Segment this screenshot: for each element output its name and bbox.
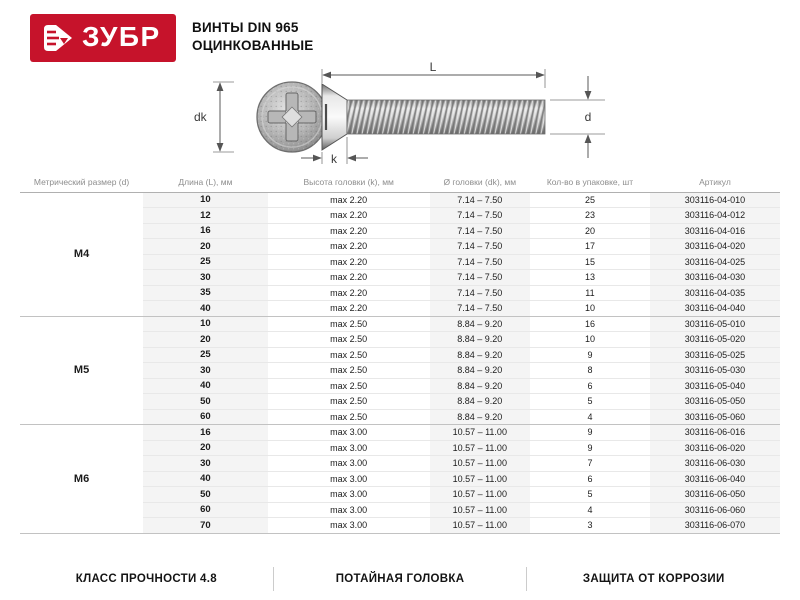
qty-cell: 16 — [530, 316, 650, 332]
head-height-cell: max 2.20 — [268, 301, 430, 317]
head-height-cell: max 2.20 — [268, 239, 430, 255]
dk-label: dk — [194, 110, 207, 124]
k-label: k — [331, 152, 337, 166]
head-diameter-cell: 8.84 – 9.20 — [430, 347, 530, 363]
length-cell: 30 — [143, 270, 268, 286]
sku-cell: 303116-06-060 — [650, 502, 780, 518]
sku-cell: 303116-05-030 — [650, 363, 780, 379]
length-cell: 12 — [143, 208, 268, 224]
qty-cell: 10 — [530, 332, 650, 348]
feature-strength-class: КЛАСС ПРОЧНОСТИ 4.8 — [75, 573, 217, 585]
size-cell: M4 — [20, 192, 143, 316]
feature-corrosion: ЗАЩИТА ОТ КОРРОЗИИ — [582, 573, 725, 585]
sku-cell: 303116-05-060 — [650, 409, 780, 425]
qty-cell: 25 — [530, 192, 650, 208]
table-row — [20, 316, 780, 332]
dimension-thread-diameter — [550, 76, 605, 158]
head-diameter-cell: 7.14 – 7.50 — [430, 208, 530, 224]
qty-cell: 5 — [530, 394, 650, 410]
head-height-cell: max 2.20 — [268, 270, 430, 286]
head-height-cell: max 2.50 — [268, 378, 430, 394]
screw-side-view — [322, 84, 545, 150]
sku-cell: 303116-05-050 — [650, 394, 780, 410]
length-cell: 25 — [143, 347, 268, 363]
zubr-bison-icon — [39, 20, 75, 56]
head-diameter-cell: 7.14 – 7.50 — [430, 192, 530, 208]
head-diameter-cell: 7.14 – 7.50 — [430, 285, 530, 301]
head-height-cell: max 2.50 — [268, 394, 430, 410]
qty-cell: 4 — [530, 409, 650, 425]
head-diameter-cell: 10.57 – 11.00 — [430, 456, 530, 472]
length-cell: 20 — [143, 239, 268, 255]
size-cell: M6 — [20, 425, 143, 534]
qty-cell: 10 — [530, 301, 650, 317]
head-height-cell: max 3.00 — [268, 456, 430, 472]
qty-cell: 4 — [530, 502, 650, 518]
head-height-cell: max 2.50 — [268, 363, 430, 379]
qty-cell: 8 — [530, 363, 650, 379]
sku-cell: 303116-05-020 — [650, 332, 780, 348]
head-diameter-cell: 8.84 – 9.20 — [430, 378, 530, 394]
qty-cell: 7 — [530, 456, 650, 472]
head-diameter-cell: 7.14 – 7.50 — [430, 239, 530, 255]
length-cell: 40 — [143, 378, 268, 394]
length-cell: 60 — [143, 502, 268, 518]
head-diameter-cell: 7.14 – 7.50 — [430, 301, 530, 317]
spec-table — [20, 172, 780, 534]
head-diameter-cell: 10.57 – 11.00 — [430, 440, 530, 456]
head-height-cell: max 2.50 — [268, 332, 430, 348]
title-line2: ОЦИНКОВАННЫЕ — [192, 37, 314, 53]
length-cell: 50 — [143, 394, 268, 410]
sku-cell: 303116-06-030 — [650, 456, 780, 472]
length-cell: 50 — [143, 487, 268, 503]
head-diameter-cell: 8.84 – 9.20 — [430, 409, 530, 425]
sku-cell: 303116-04-012 — [650, 208, 780, 224]
head-diameter-cell: 10.57 – 11.00 — [430, 471, 530, 487]
head-height-cell: max 3.00 — [268, 425, 430, 441]
screw-diagram — [180, 60, 610, 170]
head-height-cell: max 2.50 — [268, 409, 430, 425]
length-cell: 25 — [143, 254, 268, 270]
sku-cell: 303116-04-035 — [650, 285, 780, 301]
head-height-cell: max 2.50 — [268, 347, 430, 363]
qty-cell: 17 — [530, 239, 650, 255]
qty-cell: 5 — [530, 487, 650, 503]
length-cell: 30 — [143, 363, 268, 379]
qty-cell: 9 — [530, 425, 650, 441]
head-height-cell: max 3.00 — [268, 487, 430, 503]
head-diameter-cell: 8.84 – 9.20 — [430, 394, 530, 410]
head-height-cell: max 3.00 — [268, 471, 430, 487]
sku-cell: 303116-04-010 — [650, 192, 780, 208]
feature-head-type: ПОТАЙНАЯ ГОЛОВКА — [335, 573, 465, 585]
length-cell: 16 — [143, 425, 268, 441]
length-cell: 70 — [143, 518, 268, 534]
screw-top-view — [257, 82, 327, 152]
feature-footer — [20, 558, 780, 600]
column-header: Кол-во в упаковке, шт — [530, 172, 650, 192]
head-diameter-cell: 10.57 – 11.00 — [430, 425, 530, 441]
sku-cell: 303116-06-070 — [650, 518, 780, 534]
length-cell: 40 — [143, 301, 268, 317]
page-title — [192, 19, 314, 54]
sku-cell: 303116-04-040 — [650, 301, 780, 317]
column-header: Высота головки (k), мм — [268, 172, 430, 192]
length-cell: 40 — [143, 471, 268, 487]
qty-cell: 20 — [530, 223, 650, 239]
sku-cell: 303116-05-040 — [650, 378, 780, 394]
length-cell: 10 — [143, 316, 268, 332]
spec-table-body — [20, 192, 780, 533]
head-height-cell: max 3.00 — [268, 440, 430, 456]
qty-cell: 9 — [530, 440, 650, 456]
head-height-cell: max 2.20 — [268, 208, 430, 224]
head-diameter-cell: 10.57 – 11.00 — [430, 518, 530, 534]
size-cell: M5 — [20, 316, 143, 425]
length-cell: 10 — [143, 192, 268, 208]
zubr-logo — [30, 14, 176, 62]
qty-cell: 23 — [530, 208, 650, 224]
sku-cell: 303116-06-040 — [650, 471, 780, 487]
qty-cell: 15 — [530, 254, 650, 270]
length-label: L — [429, 60, 437, 74]
table-row — [20, 192, 780, 208]
column-header: Метрический размер (d) — [20, 172, 143, 192]
logo-text: ЗУБР — [82, 21, 161, 52]
qty-cell: 11 — [530, 285, 650, 301]
head-diameter-cell: 7.14 – 7.50 — [430, 270, 530, 286]
qty-cell: 6 — [530, 378, 650, 394]
head-diameter-cell: 8.84 – 9.20 — [430, 332, 530, 348]
head-height-cell: max 2.20 — [268, 254, 430, 270]
head-height-cell: max 3.00 — [268, 518, 430, 534]
column-header: Длина (L), мм — [143, 172, 268, 192]
head-diameter-cell: 8.84 – 9.20 — [430, 316, 530, 332]
d-label: d — [584, 110, 592, 124]
sku-cell: 303116-05-025 — [650, 347, 780, 363]
length-cell: 35 — [143, 285, 268, 301]
length-cell: 20 — [143, 440, 268, 456]
spec-table-header-row — [20, 172, 780, 192]
sku-cell: 303116-06-050 — [650, 487, 780, 503]
table-row — [20, 425, 780, 441]
qty-cell: 3 — [530, 518, 650, 534]
head-diameter-cell: 10.57 – 11.00 — [430, 487, 530, 503]
dimension-length — [322, 60, 545, 88]
sku-cell: 303116-04-016 — [650, 223, 780, 239]
dimension-head-diameter — [194, 82, 234, 152]
sku-cell: 303116-04-030 — [650, 270, 780, 286]
sku-cell: 303116-04-025 — [650, 254, 780, 270]
column-header: Ø головки (dk), мм — [430, 172, 530, 192]
column-header: Артикул — [650, 172, 780, 192]
sku-cell: 303116-06-016 — [650, 425, 780, 441]
sku-cell: 303116-04-020 — [650, 239, 780, 255]
head-diameter-cell: 10.57 – 11.00 — [430, 502, 530, 518]
length-cell: 30 — [143, 456, 268, 472]
head-height-cell: max 2.20 — [268, 285, 430, 301]
qty-cell: 9 — [530, 347, 650, 363]
length-cell: 60 — [143, 409, 268, 425]
length-cell: 16 — [143, 223, 268, 239]
sku-cell: 303116-05-010 — [650, 316, 780, 332]
head-height-cell: max 2.20 — [268, 223, 430, 239]
qty-cell: 13 — [530, 270, 650, 286]
head-diameter-cell: 7.14 – 7.50 — [430, 254, 530, 270]
head-height-cell: max 3.00 — [268, 502, 430, 518]
head-diameter-cell: 7.14 – 7.50 — [430, 223, 530, 239]
title-line1: ВИНТЫ DIN 965 — [192, 20, 299, 35]
sku-cell: 303116-06-020 — [650, 440, 780, 456]
head-height-cell: max 2.20 — [268, 192, 430, 208]
head-diameter-cell: 8.84 – 9.20 — [430, 363, 530, 379]
head-height-cell: max 2.50 — [268, 316, 430, 332]
qty-cell: 6 — [530, 471, 650, 487]
length-cell: 20 — [143, 332, 268, 348]
